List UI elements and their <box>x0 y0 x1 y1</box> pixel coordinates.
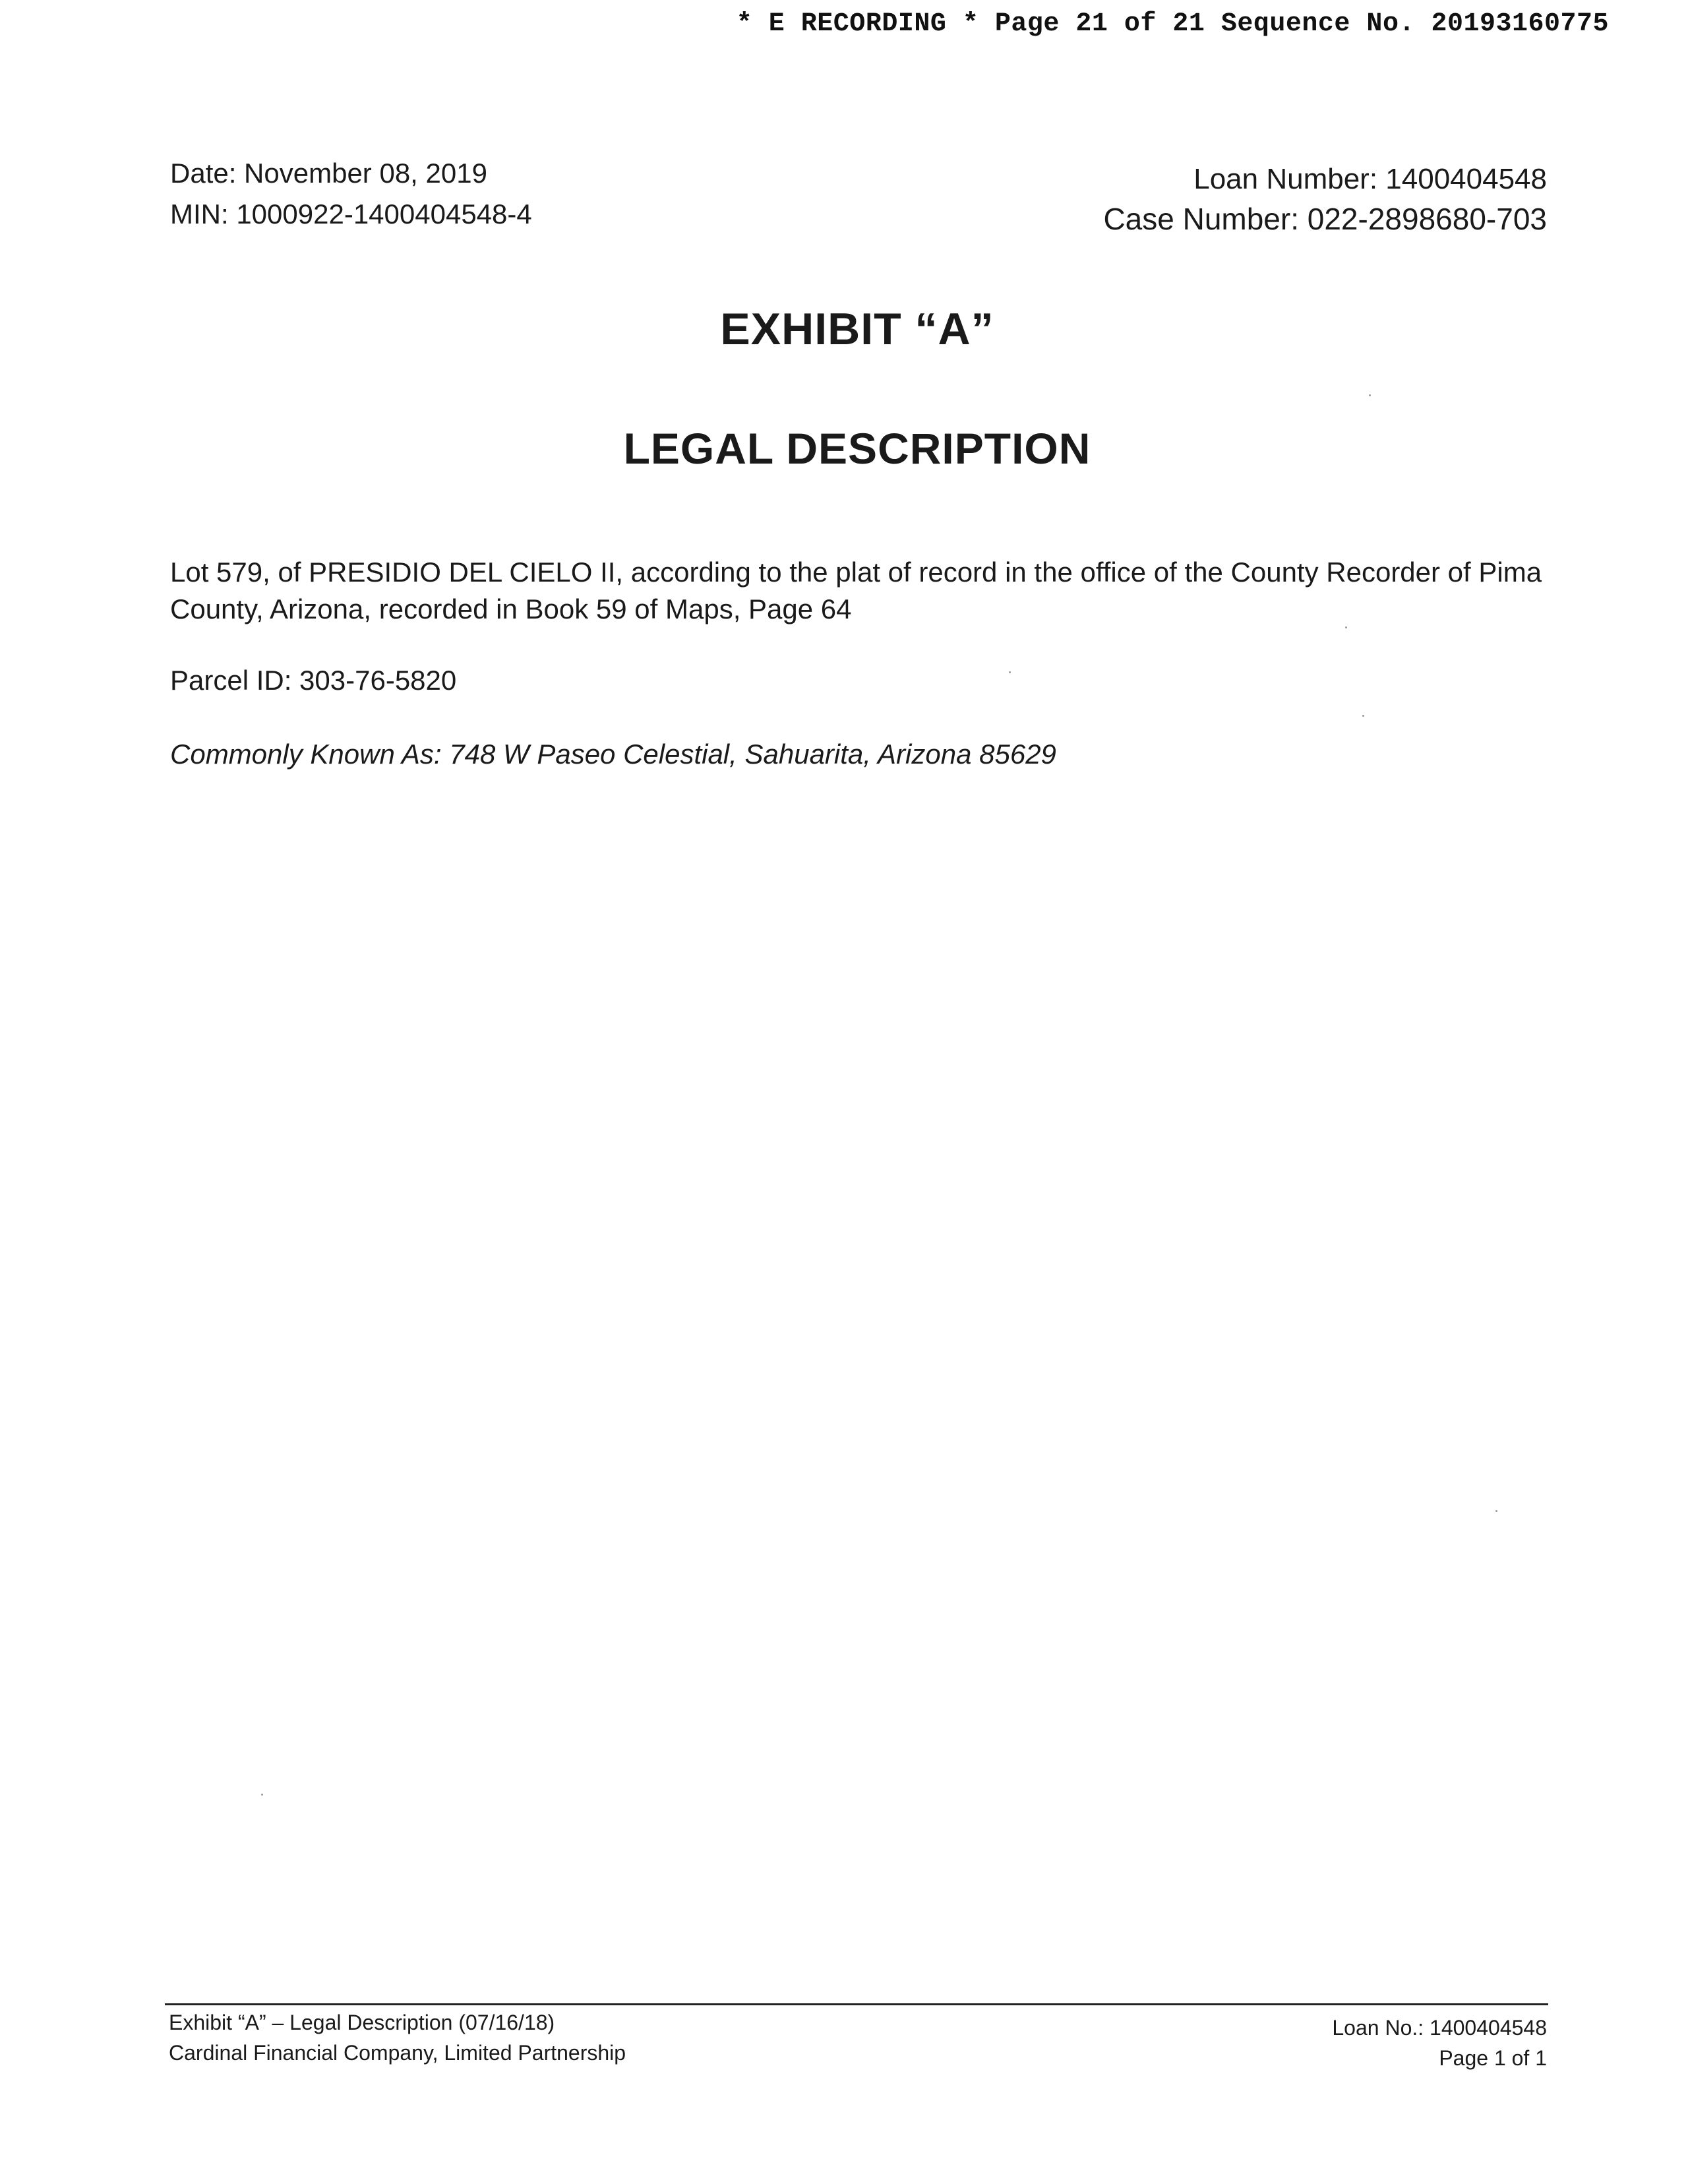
legal-description-text: Lot 579, of PRESIDIO DEL CIELO II, according to the plat of record in the office of the County Recorder of Pima County, Arizona, recorded in Book 59 of Maps, Page 64 <box>170 557 1542 624</box>
recording-banner: * E RECORDING * Page 21 of 21 Sequence No. 20193160775 <box>736 9 1609 39</box>
footer-company: Cardinal Financial Company, Limited Partnership <box>169 2041 626 2065</box>
document-date: Date: November 08, 2019 <box>170 158 487 189</box>
case-number: Case Number: 022-2898680-703 <box>1103 202 1547 236</box>
min-number: MIN: 1000922-1400404548-4 <box>170 198 532 229</box>
exhibit-title: EXHIBIT “A” <box>720 304 994 354</box>
footer-right-block <box>1332 2013 1547 2073</box>
scan-speck <box>1345 626 1347 628</box>
parcel-id: Parcel ID: 303-76-5820 <box>170 665 457 696</box>
footer-divider <box>165 2003 1548 2005</box>
footer-left-block <box>169 2007 626 2068</box>
header-left-block <box>170 153 532 235</box>
loan-number: Loan Number: 1400404548 <box>1193 163 1547 195</box>
scan-speck <box>1009 671 1011 673</box>
scan-speck <box>1362 715 1364 717</box>
scan-speck <box>261 1794 263 1796</box>
scan-speck <box>1495 1510 1497 1512</box>
legal-description-title: LEGAL DESCRIPTION <box>623 424 1091 473</box>
footer-loan-number: Loan No.: 1400404548 <box>1332 2016 1547 2040</box>
footer-page-number: Page 1 of 1 <box>1439 2046 1547 2070</box>
commonly-known-as: Commonly Known As: 748 W Paseo Celestial, Sahuarita, Arizona 85629 <box>170 739 1056 770</box>
scan-speck <box>1369 394 1371 396</box>
header-right-block <box>1103 160 1547 239</box>
footer-form-name: Exhibit “A” – Legal Description (07/16/18) <box>169 2011 555 2034</box>
